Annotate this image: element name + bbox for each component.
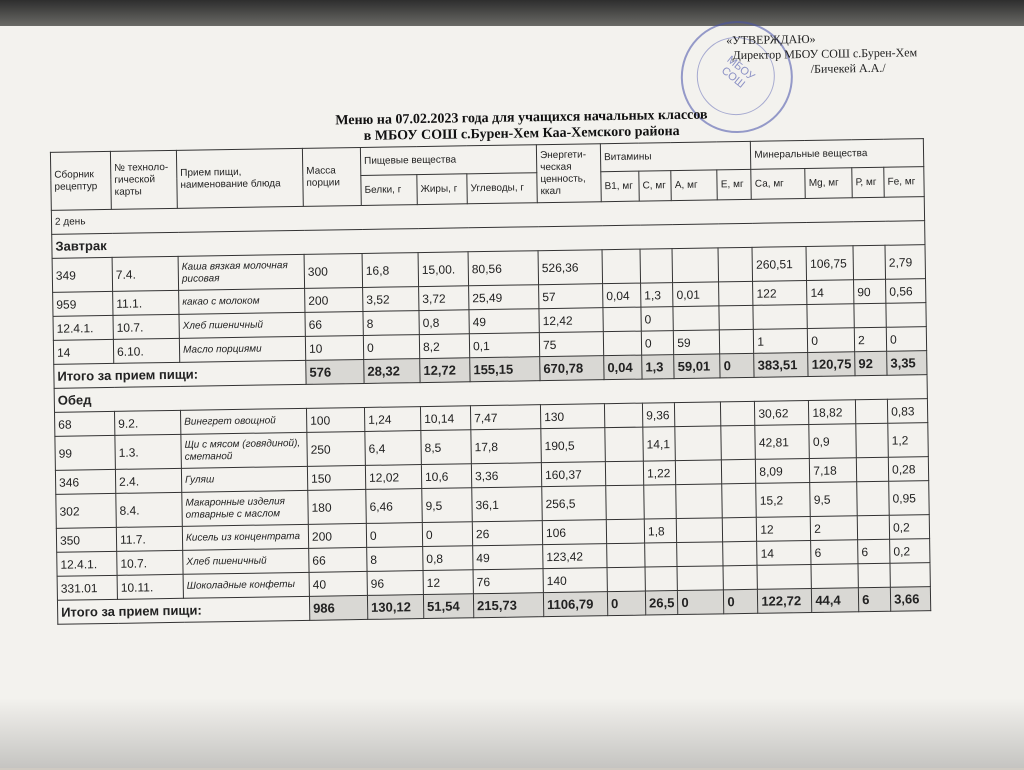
cell-c: 9,36 <box>642 403 675 428</box>
cell-fe: 1,2 <box>888 423 929 458</box>
cell-dish: Масло порциями <box>179 336 305 362</box>
header-mass: Масса порции <box>302 147 361 206</box>
cell-a <box>673 306 719 331</box>
cell-ca <box>753 304 807 329</box>
cell-a <box>677 542 723 567</box>
cell-fe: 0,28 <box>888 457 928 482</box>
cell-energy: 75 <box>539 332 603 357</box>
cell-mg <box>807 304 854 329</box>
cell-c <box>645 567 678 592</box>
cell-ca: 122 <box>753 280 807 305</box>
cell-p <box>854 303 886 327</box>
cell-fe: 0,2 <box>890 539 930 564</box>
cell-fat: 8,5 <box>421 430 472 465</box>
cell-energy: 526,36 <box>538 250 603 285</box>
cell-carbs: 36,1 <box>472 487 543 522</box>
cell-carbs: 49 <box>473 545 543 570</box>
cell-p <box>856 423 889 457</box>
cell-card: 10.7. <box>113 314 179 339</box>
total-c: 26,5 <box>645 591 678 616</box>
cell-sbornik: 349 <box>52 257 113 292</box>
cell-e <box>722 459 756 484</box>
cell-protein: 6,46 <box>366 489 423 524</box>
cell-protein: 0 <box>366 523 422 548</box>
cell-fe: 0,83 <box>887 399 927 424</box>
day-label: 2 день <box>51 197 924 235</box>
header-a: А, мг <box>671 170 717 201</box>
header-vitamins: Витамины <box>600 141 751 171</box>
total-p: 92 <box>855 351 887 375</box>
cell-e <box>720 329 754 354</box>
cell-a <box>672 248 719 283</box>
cell-p <box>857 515 889 539</box>
cell-a: 59 <box>674 330 720 355</box>
cell-protein: 3,52 <box>363 287 419 312</box>
cell-dish: Каша вязкая молочная рисовая <box>178 254 305 290</box>
photo-bottom-shadow <box>0 698 1024 768</box>
cell-protein: 8 <box>367 547 423 572</box>
cell-energy: 12,42 <box>539 308 603 333</box>
cell-fe: 0,95 <box>889 481 930 516</box>
cell-carbs: 17,8 <box>471 429 542 464</box>
cell-protein: 6,4 <box>365 431 422 466</box>
cell-mass: 250 <box>307 431 366 466</box>
total-fat: 12,72 <box>420 358 470 383</box>
approval-position: Директор МБОУ СОШ с.Бурен-Хем <box>732 45 918 63</box>
menu-body <box>51 197 930 625</box>
page-title <box>311 107 731 146</box>
cell-mg <box>811 564 858 589</box>
cell-ca: 30,62 <box>755 400 809 425</box>
header-c: С, мг <box>639 171 672 202</box>
cell-carbs: 26 <box>472 521 542 546</box>
cell-dish: Кисель из концентрата <box>182 524 308 550</box>
section-title: Обед <box>54 375 927 413</box>
cell-card: 11.1. <box>113 290 179 315</box>
cell-e <box>721 425 756 460</box>
header-b1: В1, мг <box>601 171 639 202</box>
cell-b1 <box>606 519 644 544</box>
cell-sbornik: 68 <box>55 411 115 436</box>
cell-e <box>722 483 757 518</box>
header-energy: Энергети-ческая ценность, ккал <box>536 144 601 203</box>
cell-sbornik: 302 <box>56 493 117 528</box>
cell-p <box>857 481 890 515</box>
total-e: 0 <box>724 589 758 614</box>
cell-e <box>719 305 753 330</box>
cell-card: 6.10. <box>113 338 179 363</box>
cell-mass: 300 <box>304 253 363 288</box>
approval-name: /Бичекей А.А./ <box>810 60 886 76</box>
cell-b1 <box>602 249 641 284</box>
cell-card: 1.3. <box>115 434 182 469</box>
cell-c <box>644 485 677 520</box>
cell-protein: 12,02 <box>365 465 421 490</box>
header-protein: Белки, г <box>361 175 417 206</box>
cell-mg: 106,75 <box>806 246 853 281</box>
title-line-1: Меню на 07.02.2023 года для учащихся начальных классов <box>335 107 708 129</box>
cell-fe: 2,79 <box>885 245 926 280</box>
total-ca: 383,51 <box>754 352 808 377</box>
total-energy: 670,78 <box>540 356 604 381</box>
cell-protein: 8 <box>363 311 419 336</box>
cell-mg: 18,82 <box>809 400 856 425</box>
total-b1: 0 <box>607 591 645 616</box>
cell-protein: 1,24 <box>364 407 420 432</box>
cell-mass: 100 <box>306 407 364 432</box>
cell-fat: 10,14 <box>420 406 470 431</box>
cell-dish: Хлеб пшеничный <box>183 548 309 574</box>
cell-mg: 9,5 <box>810 482 857 517</box>
cell-c <box>645 543 678 568</box>
cell-a <box>677 566 723 591</box>
cell-a <box>675 402 721 427</box>
header-nutrients: Пищевые вещества <box>360 145 536 176</box>
cell-p <box>855 399 887 423</box>
cell-ca: 14 <box>757 540 811 565</box>
total-protein: 130,12 <box>367 595 423 620</box>
cell-c: 1,8 <box>644 519 677 544</box>
cell-carbs: 80,56 <box>468 251 539 286</box>
cell-mass: 180 <box>308 489 367 524</box>
header-sbornik: Сборник рецептур <box>50 151 111 210</box>
cell-card: 9.2. <box>114 410 180 435</box>
header-dish: Прием пищи, наименование блюда <box>176 148 303 208</box>
cell-fat: 0 <box>422 522 472 547</box>
menu-table <box>50 138 931 625</box>
cell-mass: 200 <box>305 287 363 312</box>
cell-dish: Макаронные изделия отварные с маслом <box>182 490 309 526</box>
cell-b1 <box>607 543 645 568</box>
cell-protein: 0 <box>363 335 419 360</box>
cell-card: 8.4. <box>116 492 183 527</box>
cell-e <box>723 517 757 542</box>
total-carbs: 155,15 <box>470 357 540 382</box>
cell-energy: 123,42 <box>543 544 607 569</box>
total-fe: 3,35 <box>887 351 927 376</box>
total-label: Итого за прием пищи: <box>57 596 309 624</box>
cell-mass: 40 <box>309 571 367 596</box>
header-e: Е, мг <box>717 169 751 200</box>
cell-sbornik: 12.4.1. <box>53 315 113 340</box>
cell-ca: 42,81 <box>755 424 810 459</box>
cell-energy: 140 <box>543 568 607 593</box>
cell-card: 11.7. <box>116 526 182 551</box>
cell-carbs: 76 <box>473 569 543 594</box>
cell-b1 <box>604 403 642 428</box>
header-ca: Са, мг <box>751 168 805 199</box>
cell-card: 7.4. <box>112 256 179 291</box>
cell-fe <box>886 303 926 328</box>
cell-fe: 0 <box>886 327 926 352</box>
cell-e <box>719 281 753 306</box>
total-ca: 122,72 <box>758 588 812 613</box>
cell-c: 0 <box>641 307 674 332</box>
cell-dish: Щи с мясом (говядиной), сметаной <box>181 432 308 468</box>
cell-energy: 160,37 <box>541 462 605 487</box>
total-label: Итого за прием пищи: <box>54 360 306 388</box>
menu-document <box>40 14 1024 770</box>
cell-c <box>640 249 673 284</box>
total-carbs: 215,73 <box>473 593 543 618</box>
cell-card: 10.7. <box>117 550 183 575</box>
cell-fe: 0,2 <box>889 515 929 540</box>
cell-carbs: 7,47 <box>470 405 540 430</box>
total-protein: 28,32 <box>364 359 420 384</box>
cell-e <box>723 541 757 566</box>
cell-a <box>676 484 723 519</box>
cell-dish: Винегрет овощной <box>180 408 306 434</box>
cell-sbornik: 346 <box>55 469 115 494</box>
cell-ca <box>757 564 811 589</box>
cell-energy: 130 <box>540 404 604 429</box>
cell-energy: 256,5 <box>542 486 607 521</box>
cell-fat: 0,8 <box>419 310 469 335</box>
cell-ca: 1 <box>754 328 808 353</box>
cell-mass: 66 <box>309 547 367 572</box>
header-mg: Mg, мг <box>805 168 852 199</box>
cell-mg: 14 <box>807 280 854 305</box>
cell-dish: Хлеб пшеничный <box>179 312 305 338</box>
cell-energy: 190,5 <box>541 428 606 463</box>
total-mg: 120,75 <box>808 352 855 377</box>
cell-b1 <box>605 461 643 486</box>
cell-b1 <box>605 427 644 462</box>
cell-p: 90 <box>854 279 886 303</box>
header-fat: Жиры, г <box>417 174 467 205</box>
cell-fat: 3,72 <box>419 286 469 311</box>
cell-carbs: 25,49 <box>469 285 539 310</box>
cell-mass: 10 <box>305 335 363 360</box>
header-carbs: Углеводы, г <box>467 173 537 204</box>
header-minerals: Минеральные вещества <box>751 139 924 170</box>
cell-c: 1,3 <box>641 283 674 308</box>
cell-a <box>676 460 722 485</box>
cell-sbornik: 99 <box>55 435 116 470</box>
cell-dish: Гуляш <box>181 466 307 492</box>
cell-energy: 57 <box>539 284 603 309</box>
cell-carbs: 49 <box>469 309 539 334</box>
cell-sbornik: 12.4.1. <box>57 551 117 576</box>
cell-mg: 0,9 <box>809 424 856 459</box>
cell-sbornik: 350 <box>56 527 116 552</box>
cell-b1 <box>607 567 645 592</box>
header-fe: Fe, мг <box>884 167 924 198</box>
cell-c: 0 <box>641 331 674 356</box>
cell-p <box>853 245 886 279</box>
cell-b1: 0,04 <box>603 283 641 308</box>
total-b1: 0,04 <box>604 355 642 380</box>
cell-mg: 0 <box>808 328 855 353</box>
total-e: 0 <box>720 353 754 378</box>
total-mass: 986 <box>309 595 367 620</box>
cell-e <box>723 565 757 590</box>
cell-e <box>721 401 755 426</box>
cell-protein: 96 <box>367 571 423 596</box>
cell-energy: 106 <box>542 520 606 545</box>
cell-mass: 66 <box>305 311 363 336</box>
total-mass: 576 <box>306 359 364 384</box>
cell-ca: 15,2 <box>756 482 811 517</box>
cell-mg: 7,18 <box>810 458 857 483</box>
cell-p: 2 <box>854 327 886 351</box>
total-c: 1,3 <box>642 355 675 380</box>
cell-a <box>677 518 723 543</box>
cell-c: 14,1 <box>643 427 676 462</box>
cell-fat: 9,5 <box>422 488 473 523</box>
cell-b1 <box>606 485 645 520</box>
cell-protein: 16,8 <box>362 253 419 288</box>
cell-sbornik: 959 <box>53 291 113 316</box>
cell-carbs: 0,1 <box>469 333 539 358</box>
cell-p <box>856 457 888 481</box>
header-tech-card: № техноло-гической карты <box>110 150 177 209</box>
cell-dish: Шоколадные конфеты <box>183 572 309 598</box>
cell-card: 2.4. <box>115 468 181 493</box>
cell-fat: 0,8 <box>423 546 473 571</box>
cell-e <box>718 247 753 282</box>
approval-head: «УТВЕРЖДАЮ» <box>726 31 816 48</box>
cell-fat: 8,2 <box>419 334 469 359</box>
cell-mass: 150 <box>307 465 365 490</box>
cell-fat: 15,00. <box>418 252 469 287</box>
total-a: 59,01 <box>674 354 720 379</box>
stamp-text: МБОУ СОШ <box>718 53 757 91</box>
cell-fe <box>890 563 930 588</box>
cell-ca: 260,51 <box>752 246 807 281</box>
cell-carbs: 3,36 <box>471 463 541 488</box>
total-fat: 51,54 <box>423 594 473 619</box>
cell-fat: 12 <box>423 570 473 595</box>
total-mg: 44,4 <box>812 588 859 613</box>
cell-sbornik: 14 <box>53 339 113 364</box>
total-energy: 1106,79 <box>543 592 607 617</box>
cell-mg: 6 <box>811 540 858 565</box>
cell-fe: 0,56 <box>886 279 926 304</box>
cell-sbornik: 331.01 <box>57 575 117 600</box>
cell-p: 6 <box>858 539 890 563</box>
total-fe: 3,66 <box>890 587 930 612</box>
cell-fat: 10,6 <box>421 464 471 489</box>
cell-p <box>858 563 890 587</box>
header-p: Р, мг <box>852 167 884 197</box>
cell-mg: 2 <box>811 516 858 541</box>
cell-b1 <box>603 307 641 332</box>
section-title: Завтрак <box>52 221 925 259</box>
cell-ca: 8,09 <box>756 458 810 483</box>
total-a: 0 <box>678 590 724 615</box>
approval-block <box>726 30 918 78</box>
cell-b1 <box>603 331 641 356</box>
cell-dish: какао с молоком <box>179 288 305 314</box>
cell-a: 0,01 <box>673 282 719 307</box>
cell-ca: 12 <box>757 516 811 541</box>
cell-mass: 200 <box>308 523 366 548</box>
total-p: 6 <box>858 587 890 611</box>
cell-a <box>675 426 722 461</box>
cell-card: 10.11. <box>117 574 183 599</box>
title-line-2: в МБОУ СОШ с.Бурен-Хем Каа-Хемского района <box>363 123 680 144</box>
cell-c: 1,22 <box>643 461 676 486</box>
